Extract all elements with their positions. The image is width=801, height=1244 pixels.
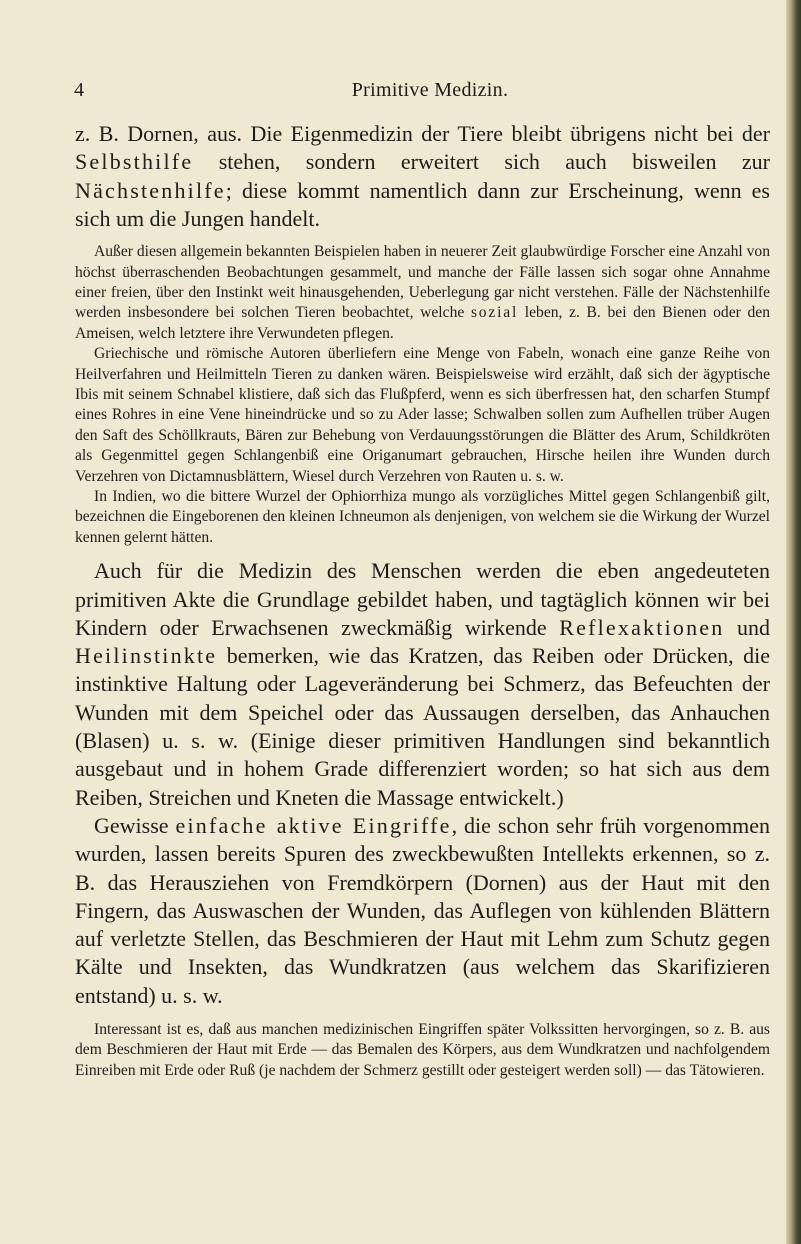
spaced-term-naechstenhilfe: Nächstenhilfe [75,177,226,203]
spaced-term-heilinstinkte: Heilinstinkte [75,643,218,669]
paragraph-india: In Indien, wo die bittere Wurzel der Ophiorrhiza mungo als vorzügliches Mittel gegen Schlangenbiß gilt, bezeichnen die Eingeborenen den kleinen Ichneumon als denjenigen, von welchem sie die Wirkung der Wurzel kennen gelernt hätten. [75,488,770,546]
paragraph-fables: Griechische und römische Autoren überliefern eine Menge von Fabeln, wonach eine ganze Reihe von Heilverfahren und Heilmitteln Tieren zu danken wären. Beispielsweise wird erzählt, daß sich der ägyptische Ibis mit seinem Schnabel klistiere, daß sich das Flußpferd, wenn es sich überfressen hat, den scharfen Stumpf eines Rohres in eine Vene hineindrücke und so zu Ader lasse; Schwalben sollen zum Aufhellen trüber Augen den Saft des Schöllkrauts, Bären zur Behebung von Verdauungsstörungen die Blätter des Arum, Schildkröten als Gegenmittel gegen Schlangenbiß eine Origanumart gebrauchen, Hirsche heilen ihre Wunden durch Verzehren von Dictamnusblättern, Wiesel durch Verzehren von Rauten u. s. w. [75,345,770,485]
spaced-term-eingriffe: einfache aktive Eingriffe [175,812,452,838]
paragraph-active-interventions: Gewisse einfache aktive Eingriffe, die schon sehr früh vorgenommen wurden, lassen bereits Spuren des zweckbewußten Intellekts erkennen, so z. B. das Herausziehen von Fremdkörpern (Dornen) aus der Haut mit den Fingern, das Auswaschen der Wunden, das Auflegen von kühlenden Blättern auf verletzte Stellen, das Beschmieren der Haut mit Lehm zum Schutz gegen Kälte und Insekten, das Wundkratzen (aus welchem das Skarifizieren entstand) u. s. w. [75,812,770,1008]
spaced-term-selbsthilfe: Selbsthilfe [75,149,194,175]
page-number: 4 [74,79,84,101]
page-body [75,120,770,1081]
paragraph-human-medicine: Auch für die Medizin des Menschen werden die eben angedeuteten primitiven Akte die Grundlage gebildet haben, und tagtäglich können wir bei Kindern oder Erwachsenen zweckmäßig wirkende Reflexaktionen und Heilinstinkte bemerken, wie das Kratzen, das Reiben oder Drücken, die instinktive Haltung oder Lageveränderung bei Schmerz, das Befeuchten der Wunden mit dem Speichel oder das Aussaugen derselben, das Anhauchen (Blasen) u. s. w. (Einige dieser primitiven Handlungen sind bekanntlich ausgebaut und in hohem Grade differenziert worden; so hat sich aus dem Reiben, Streichen und Kneten die Massage entwickelt.) [75,558,771,810]
page-header [0,76,786,104]
paragraph-folk-customs: Interessant ist es, daß aus manchen medizinischen Eingriffen später Volkssitten hervorgingen, so z. B. aus dem Beschmieren der Haut mit Erde — das Bemalen des Körpers, aus dem Wundkratzen und nachfolgendem Einreiben mit Erde oder Ruß (je nachdem der Schmerz gestillt oder gesteigert werden soll) — das Tätowieren. [75,1021,770,1079]
spaced-term-reflexaktionen: Reflexaktionen [559,614,725,640]
paragraph-self-help: z. B. Dornen, aus. Die Eigenmedizin der Tiere bleibt übrigens nicht bei der Selbsthilfe stehen, sondern erweitert sich auch bisweilen zur Nächstenhilfe; diese kommt namentlich dann zur Erscheinung, wenn es sich um die Jungen handelt. [75,121,770,231]
page-edge-shadow [786,0,801,1244]
paragraph-observations: Außer diesen allgemein bekannten Beispielen haben in neuerer Zeit glaubwürdige Forscher eine Anzahl von höchst überraschenden Beobachtungen gesammelt, und manche der Fälle lassen sich sogar ohne Annahme einer freien, über den Instinkt weit hinausgehenden, Ueberlegung gar nicht verstehen. Fälle der Nächstenhilfe werden insbesondere bei solchen Tieren beobachtet, welche sozial leben, z. B. bei den Bienen oder den Ameisen, welch letztere ihre Verwundeten pflegen. [75,243,770,342]
spaced-term-sozial: sozial [470,304,519,322]
running-title: Primitive Medizin. [351,79,509,101]
